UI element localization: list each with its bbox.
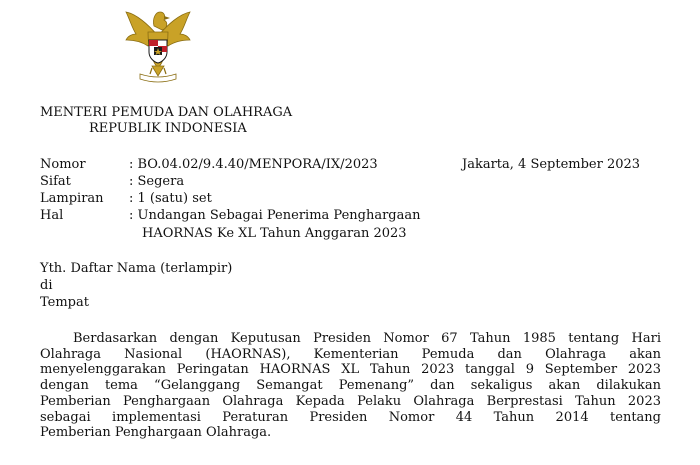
hal-value-continued: HAORNAS Ke XL Tahun Anggaran 2023 [142, 226, 407, 241]
recipient-di: di [40, 278, 53, 293]
letter-date: Jakarta, 4 September 2023 [462, 157, 641, 172]
sifat-label: Sifat [40, 174, 71, 189]
recipient-place: Tempat [40, 295, 89, 310]
body-line: sebagai implementasi Peraturan Presiden Nomor 44 Tahun 2014 tentang [40, 409, 661, 425]
garuda-emblem-icon [118, 6, 198, 86]
body-line: Pemberian Penghargaan Olahraga. [40, 425, 272, 441]
lampiran-label: Lampiran [40, 191, 104, 206]
lampiran-value: : 1 (satu) set [129, 191, 212, 206]
body-line: Olahraga Nasional (HAORNAS), Kementerian Pemuda dan Olahraga akan [40, 346, 661, 362]
body-line: dengan tema “Gelanggang Semangat Pemenang” dan sekaligus akan dilakukan [40, 378, 661, 394]
body-paragraph [40, 331, 661, 441]
hal-label: Hal [40, 208, 64, 223]
body-line: menyelenggarakan Peringatan HAORNAS XL Tahun 2023 tanggal 9 September 2023 [40, 362, 661, 378]
hal-value: : Undangan Sebagai Penerima Penghargaan [129, 208, 421, 223]
sifat-value: : Segera [129, 174, 185, 189]
recipient-line: Yth. Daftar Nama (terlampir) [40, 261, 233, 276]
nomor-value: : BO.04.02/9.4.40/MENPORA/IX/2023 [129, 157, 378, 172]
body-line: Berdasarkan dengan Keputusan Presiden Nomor 67 Tahun 1985 tentang Hari [73, 331, 661, 346]
body-line: Pemberian Penghargaan Olahraga Kepada Pelaku Olahraga Berprestasi Tahun 2023 [40, 393, 661, 409]
republic-title: REPUBLIK INDONESIA [89, 121, 247, 136]
ministry-title: MENTERI PEMUDA DAN OLAHRAGA [40, 105, 293, 120]
nomor-label: Nomor [40, 157, 86, 172]
